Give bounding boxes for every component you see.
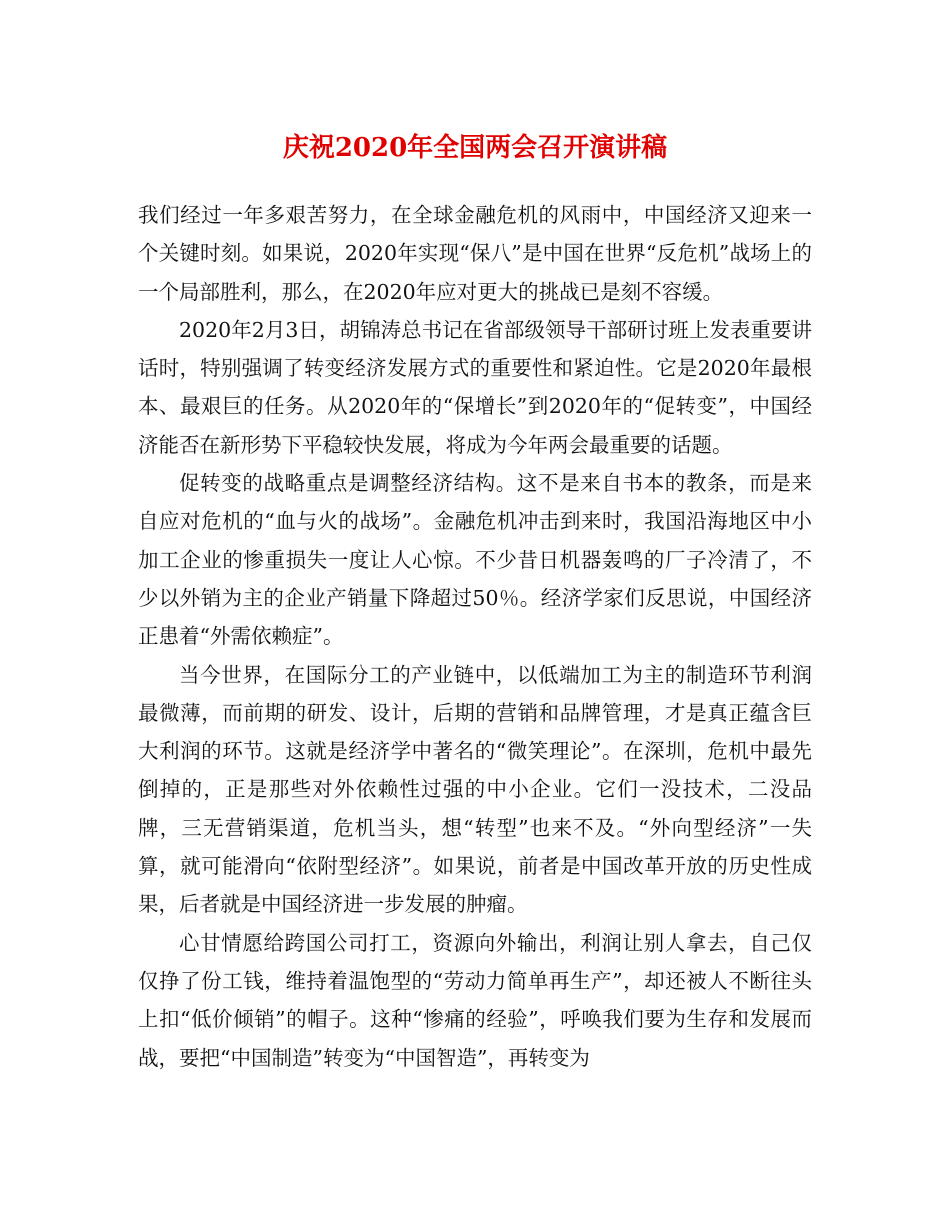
document-title: 庆祝2020年全国两会召开演讲稿 xyxy=(282,133,668,163)
paragraph-5: 心甘情愿给跨国公司打工，资源向外输出，利润让别人拿去，自己仅仅挣了份工钱，维持着温饱型的“劳动力简单再生产”，却还被人不断往头上扣“低价倾销”的帽子。这种“惨痛的经验”，呼唤我们要为生存和发展而战，要把“中国制造”转变为“中国智造”，再转变为 xyxy=(138,930,812,1070)
paragraph-2: 2020年2月3日，胡锦涛总书记在省部级领导干部研讨班上发表重要讲话时，特别强调了转变经济发展方式的重要性和紧迫性。它是2020年最根本、最艰巨的任务。从2020年的“保增长”到2020年的“促转变”，中国经济能否在新形势下平稳较快发展，将成为今年两会最重要的话题。 xyxy=(138,317,812,457)
paragraph-3: 促转变的战略重点是调整经济结构。这不是来自书本的教条，而是来自应对危机的“血与火的战场”。金融危机冲击到来时，我国沿海地区中小加工企业的惨重损失一度让人心惊。不少昔日机器轰鸣的厂子冷清了，不少以外销为主的企业产销量下降超过50％。经济学家们反思说，中国经济正患着“外需依赖症”。 xyxy=(138,471,812,649)
document-body xyxy=(138,196,812,1077)
paragraph-1: 我们经过一年多艰苦努力，在全球金融危机的风雨中，中国经济又迎来一个关键时刻。如果说，2020年实现“保八”是中国在世界“反危机”战场上的一个局部胜利，那么，在2020年应对更大的挑战已是刻不容缓。 xyxy=(138,203,812,304)
paragraph-4: 当今世界，在国际分工的产业链中，以低端加工为主的制造环节利润最微薄，而前期的研发、设计，后期的营销和品牌管理，才是真正蕴含巨大利润的环节。这就是经济学中著名的“微笑理论”。在深圳，危机中最先倒掉的，正是那些对外依赖性过强的中小企业。它们一没技术，二没品牌，三无营销渠道，危机当头，想“转型”也来不及。“外向型经济”一失算，就可能滑向“依附型经济”。如果说，前者是中国改革开放的历史性成果，后者就是中国经济进一步发展的肿瘤。 xyxy=(138,662,812,917)
